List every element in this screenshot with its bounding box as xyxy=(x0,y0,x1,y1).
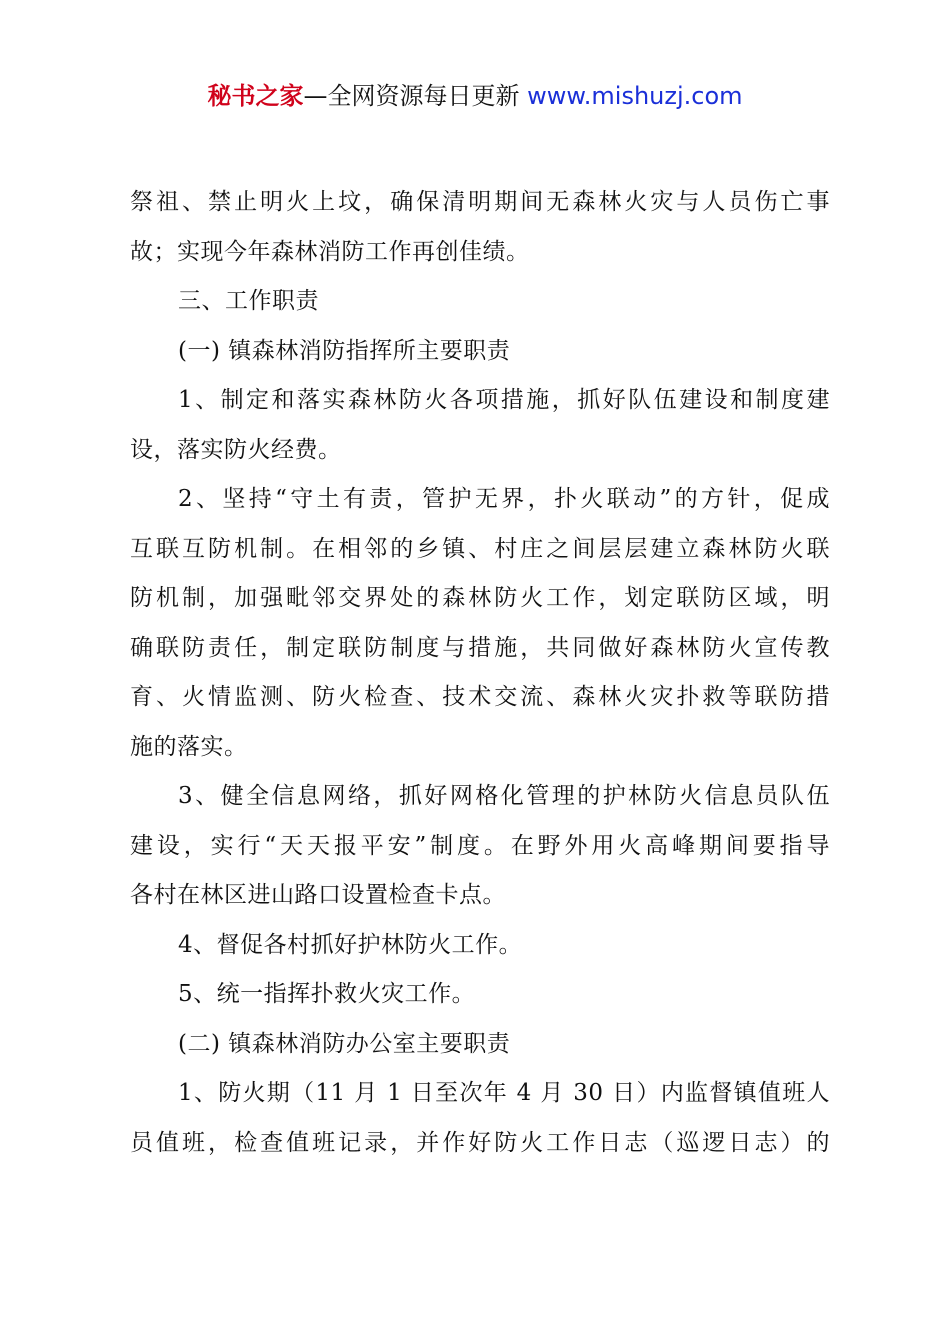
section-heading: 三、工作职责 xyxy=(178,288,319,314)
subsection-heading: (二) 镇森林消防办公室主要职责 xyxy=(178,1030,511,1057)
text-line: 祭祖、禁止明火上坟，确保清明期间无森林火灾与人员伤亡事 xyxy=(130,189,830,215)
text-line: 防机制，加强毗邻交界处的森林防火工作，划定联防区域，明 xyxy=(130,585,830,611)
text-line: 3、健全信息网络，抓好网格化管理的护林防火信息员队伍 xyxy=(178,783,830,809)
header-tagline: —全网资源每日更新 xyxy=(303,82,520,110)
document-body xyxy=(130,178,830,1168)
text-line: 故；实现今年森林消防工作再创佳绩。 xyxy=(130,238,530,265)
text-line: 互联互防机制。在相邻的乡镇、村庄之间层层建立森林防火联 xyxy=(130,535,830,562)
text-line: 确联防责任，制定联防制度与措施，共同做好森林防火宣传教 xyxy=(130,634,830,661)
text-line: 4、督促各村抓好护林防火工作。 xyxy=(178,931,523,958)
header-brand: 秘书之家 xyxy=(207,82,304,110)
text-line: 5、统一指挥扑救火灾工作。 xyxy=(178,981,476,1007)
page-header xyxy=(0,80,950,112)
header-url-link[interactable]: www.mishuzj.com xyxy=(527,82,743,110)
text-line: 各村在林区进山路口设置检查卡点。 xyxy=(130,882,506,908)
text-line: 施的落实。 xyxy=(130,733,248,760)
text-line: 2、坚持“守土有责，管护无界，扑火联动”的方针，促成 xyxy=(178,486,830,512)
text-line: 1、制定和落实森林防火各项措施，抓好队伍建设和制度建 xyxy=(178,387,830,413)
text-line: 1、防火期（11 月 1 日至次年 4 月 30 日）内监督镇值班人 xyxy=(178,1080,830,1106)
text-line: 育、火情监测、防火检查、技术交流、森林火灾扑救等联防措 xyxy=(130,684,830,710)
text-line: 建设，实行“天天报平安”制度。在野外用火高峰期间要指导 xyxy=(130,832,830,859)
text-line: 员值班，检查值班记录，并作好防火工作日志（巡逻日志）的 xyxy=(130,1129,830,1156)
text-line: 设，落实防火经费。 xyxy=(130,436,342,463)
subsection-heading: (一) 镇森林消防指挥所主要职责 xyxy=(178,337,511,364)
